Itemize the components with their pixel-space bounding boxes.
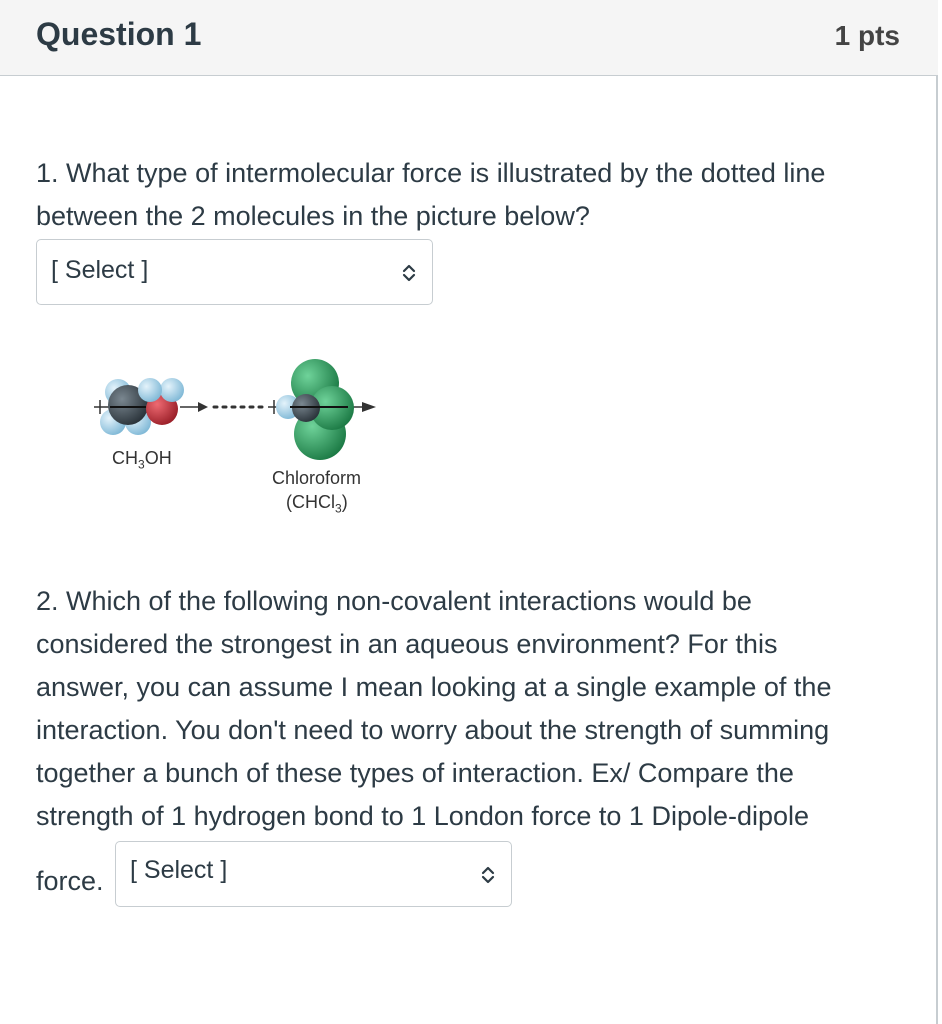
question-2-line: considered the strongest in an aqueous environment? For this <box>36 629 778 659</box>
select-value: [ Select ] <box>51 256 149 284</box>
updown-chevron-icon <box>402 263 416 283</box>
question-1-select[interactable] <box>36 239 433 305</box>
question-1-line: 1. What type of intermolecular force is illustrated by the dotted line <box>36 158 826 188</box>
question-2-line: together a bunch of these types of interaction. Ex/ Compare the <box>36 758 794 788</box>
question-1-text <box>36 152 906 238</box>
molecule-figure <box>80 350 400 530</box>
question-points: 1 pts <box>834 20 900 51</box>
question-2-text <box>36 580 906 838</box>
question-2-select[interactable] <box>115 841 512 907</box>
chloroform-formula-label: (CHCl$_3$) <box>286 492 348 516</box>
molecule-illustration <box>80 350 400 530</box>
intermolecular-dotted-line <box>180 402 262 412</box>
chloroform-molecule <box>268 359 376 460</box>
question-1-line: between the 2 molecules in the picture below? <box>36 201 590 231</box>
question-2-line: strength of 1 hydrogen bond to 1 London force to 1 Dipole-dipole <box>36 801 810 831</box>
chloroform-label: Chloroform <box>272 468 362 488</box>
question-2-line: answer, you can assume I mean looking at a single example of the <box>36 672 832 702</box>
updown-chevron-icon <box>481 865 495 885</box>
select-value: [ Select ] <box>130 856 228 884</box>
question-header <box>0 0 938 76</box>
question-title: Question 1 <box>36 16 202 52</box>
question-2-line: 2. Which of the following non-covalent interactions would be <box>36 586 752 616</box>
question-2-line: interaction. You don't need to worry about the strength of summing <box>36 715 830 745</box>
methanol-label: $CH_3OH$ <box>112 448 172 472</box>
question-2-last-line: force. <box>36 866 104 896</box>
methanol-molecule <box>94 378 184 435</box>
